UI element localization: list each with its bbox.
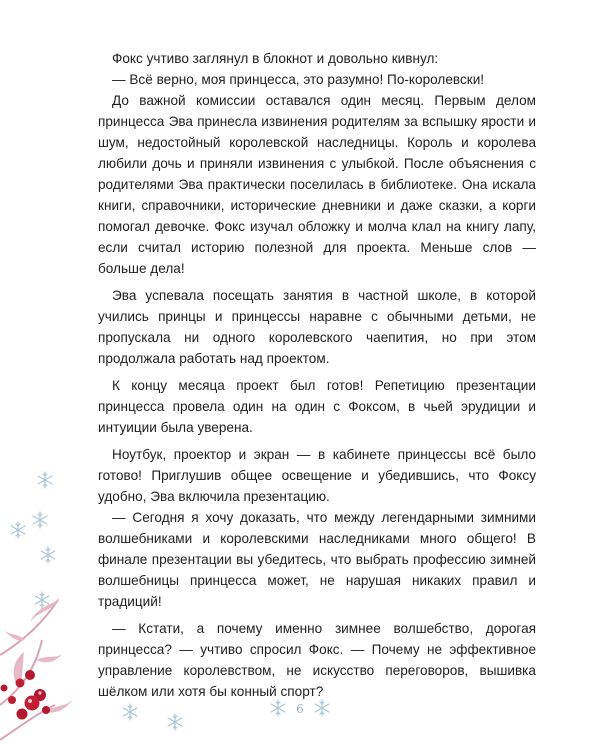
snowflake-icon: [271, 700, 285, 716]
body-text: [98, 48, 536, 702]
paragraph-2: — Всё верно, моя принцесса, это разумно! По-королевски!: [112, 72, 485, 87]
paragraph-3: До важной комиссии оставался один месяц. Первым делом принцесса Эва принесла извинения родителям за вспышку ярости и шум, недостойный королевской наследницы. Король и королева любили дочь и приняли извинения с улыбкой. После объяснения с родителями Эва практически поселилась в библиотеке. Она искала книги, справочники, исторические дневники и даже сказки, а корги помогал девочке. Фокс изучал обложку и молча клал на книгу лапу, если считал историю полезной для проекта. Меньше слов — больше дела!: [98, 93, 536, 276]
snowflake-icon: [315, 700, 329, 716]
snowflake-icon: [33, 512, 47, 528]
paragraph-8: — Кстати, а почему именно зимнее волшебство, дорогая принцесса? — учтиво спросил Фокс. — Почему не эффективное управление королевством, не искусство переговоров, вышивка шёлком или хотя бы конный спорт?: [98, 621, 536, 699]
snowflake-icon: [11, 522, 25, 538]
snowflake-icon: [38, 472, 52, 488]
page-number: 6: [296, 702, 304, 716]
snowflake-icon: [41, 547, 55, 563]
snowflake-icon: [123, 704, 137, 720]
snowflake-icon: [168, 714, 182, 730]
berry-branch: [0, 598, 74, 740]
paragraph-6: Ноутбук, проектор и экран — в кабинете принцессы всё было готово! Приглушив общее освещение и убедившись, что Фоксу удобно, Эва включила презентацию.: [98, 447, 536, 504]
paragraph-7: — Сегодня я хочу доказать, что между легендарными зимними волшебниками и королевскими наследниками много общего! В финале презентации вы убедитесь, что выбрать профессию зимней волшебницы принцесса может, не нарушая никаких правил и традиций!: [98, 510, 536, 609]
paragraph-4: Эва успевала посещать занятия в частной школе, в которой учились принцы и принцессы наравне с обычными детьми, не пропускала ни одного королевского чаепития, но при этом продолжала работать над проектом.: [98, 288, 536, 366]
paragraph-1: Фокс учтиво заглянул в блокнот и довольно кивнул:: [112, 51, 439, 66]
snowflake-icon: [35, 592, 49, 608]
red-berries: [1, 670, 51, 720]
paragraph-5: К концу месяца проект был готов! Репетицию презентации принцесса провела один на один с Фоксом, в чьей эрудиции и интуиции была уверена.: [98, 378, 536, 435]
